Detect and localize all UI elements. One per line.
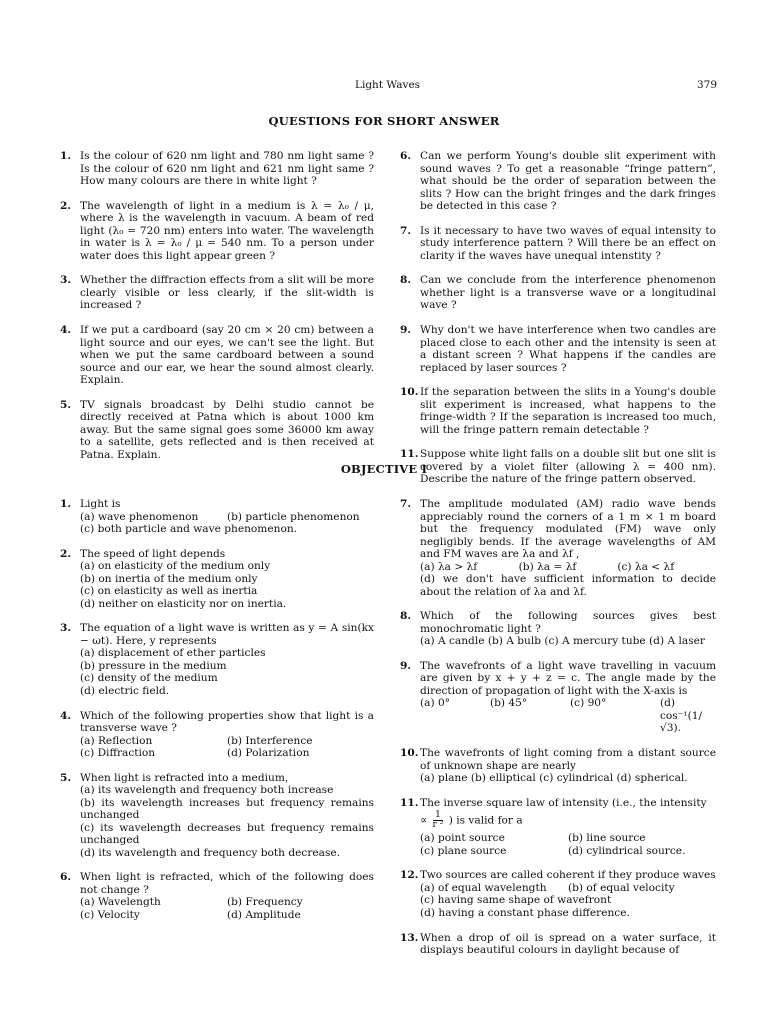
question-number: 3. xyxy=(60,274,72,287)
option: (c) density of the medium xyxy=(80,672,218,685)
question-item xyxy=(60,399,374,462)
option: (d) Polarization xyxy=(227,747,310,760)
question-item xyxy=(400,747,716,785)
question-item xyxy=(400,869,716,919)
option: (b) λa = λf xyxy=(518,560,577,573)
question-number: 3. xyxy=(60,622,72,635)
option: (d) neither on elasticity nor on inertia. xyxy=(80,597,287,610)
question-item xyxy=(60,871,374,921)
option: (d) having a constant phase difference. xyxy=(420,906,630,919)
question-item xyxy=(400,386,716,436)
option: (b) its wavelength increases but frequency remains unchanged xyxy=(80,796,374,822)
options xyxy=(420,832,716,857)
question-text: When a drop of oil is spread on a water surface, it displays beautiful colours in daylight because of xyxy=(420,931,716,957)
options xyxy=(80,896,374,921)
question-text: Which of the following sources gives best monochromatic light ? xyxy=(420,610,716,635)
options xyxy=(80,511,374,524)
question-number: 1. xyxy=(60,498,72,510)
question-text: Suppose white light falls on a double slit but one slit is covered by a violet filter (allowing λ = 400 nm). Describe the nature of the fringe pattern observed. xyxy=(420,448,716,486)
option: (d) cylindrical source. xyxy=(568,844,686,857)
question-number: 10. xyxy=(400,386,419,399)
question-number: 10. xyxy=(400,747,419,760)
option: (c) 90° xyxy=(570,697,607,710)
option: (b) 45° xyxy=(490,697,528,710)
question-text: Two sources are called coherent if they produce waves xyxy=(420,869,716,882)
question-item xyxy=(400,324,716,374)
proportional-symbol: ∝ xyxy=(420,814,428,827)
options xyxy=(80,735,374,760)
option: (b) on inertia of the medium only xyxy=(80,572,258,585)
option: (a) plane (b) elliptical (c) cylindrical (d) spherical. xyxy=(420,772,688,785)
question-number: 2. xyxy=(60,199,72,212)
question-number: 8. xyxy=(400,274,412,287)
inverse-square-fraction xyxy=(433,811,444,830)
question-text: When light is refracted into a medium, xyxy=(80,771,289,784)
option: (b) of equal velocity xyxy=(568,881,675,894)
option: (a) Reflection xyxy=(80,734,153,747)
question-text: TV signals broadcast by Delhi studio cannot be directly received at Patna which is about 1000 km away. But the same signal goes some 36000 km away to a satellite, gets reflected and is then received at Patna. Explain. xyxy=(80,398,374,461)
question-item xyxy=(400,274,716,312)
objective-right-column xyxy=(400,498,716,969)
question-item xyxy=(60,548,374,611)
option: (d) electric field. xyxy=(80,684,170,697)
option: (c) having same shape of wavefront xyxy=(420,894,612,907)
question-number: 2. xyxy=(60,547,72,560)
question-text: The wavefronts of light coming from a distant source of unknown shape are nearly xyxy=(420,747,716,772)
question-number: 13. xyxy=(400,931,419,944)
question-text: The wavelength of light in a medium is λ = λ₀ / μ, where λ is the wavelength in vacuum. A beam of red light (λ₀ = 720 nm) enters into water. The wavelength in water is λ = λ₀ / μ = 540 nm. To a person under water does this light appear green ? xyxy=(80,199,374,262)
fraction-denominator: r ² xyxy=(432,820,444,831)
option: (c) both particle and wave phenomenon. xyxy=(80,523,298,535)
question-number: 4. xyxy=(60,709,72,722)
short-answer-right-column xyxy=(400,150,716,498)
option: (b) Interference xyxy=(227,734,313,747)
option: (b) Frequency xyxy=(227,896,303,909)
question-item xyxy=(400,225,716,263)
question-number: 9. xyxy=(400,659,412,672)
question-text: Can we conclude from the interference phenomenon whether light is a transverse wave or a longitudinal wave ? xyxy=(420,274,716,312)
option: (c) plane source xyxy=(420,844,507,857)
question-item xyxy=(60,772,374,860)
option: (c) on elasticity as well as inertia xyxy=(80,585,258,598)
question-text: The speed of light depends xyxy=(80,547,226,560)
question-text: If we put a cardboard (say 20 cm × 20 cm) between a light source and our eyes, we can't see the light. But when we put the same cardboard between a sound source and our ear, we hear the sound almost clearly. Explain. xyxy=(80,324,374,387)
question-text: Can we perform Young's double slit experiment with sound waves ? To get a reasonable “fringe pattern”, what should be the order of separation between the slits ? How can the bright fringes and the dark fringes be detected in this case ? xyxy=(420,150,716,212)
question-number: 1. xyxy=(60,150,72,162)
option: (b) particle phenomenon xyxy=(227,510,360,523)
option: (a) displacement of ether particles xyxy=(80,647,266,660)
question-number: 4. xyxy=(60,324,72,337)
option: (d) we don't have sufficient information to decide about the relation of λa and λf. xyxy=(420,573,716,598)
question-text: Whether the diffraction effects from a slit will be more clearly visible or less clearly, if the slit-width is increased ? xyxy=(80,274,374,312)
chapter-title: Light Waves xyxy=(355,79,421,91)
short-answer-heading: QUESTIONS FOR SHORT ANSWER xyxy=(268,114,500,128)
question-text: Light is xyxy=(80,498,121,510)
question-number: 6. xyxy=(400,150,412,162)
question-text: The amplitude modulated (AM) radio wave bends appreciably round the corners of a 1 m × 1 m board but the frequency modulated (FM) wave only negligibly bends. If the average wavelengths of AM and FM waves are λa and λf , xyxy=(420,498,716,560)
question-text: Is the colour of 620 nm light and 780 nm light same ? Is the colour of 620 nm light and 621 nm light same ? How many colours are there in white light ? xyxy=(80,150,374,187)
fraction-numerator: 1 xyxy=(433,811,444,821)
page-number: 379 xyxy=(697,79,718,91)
question-text: If the separation between the slits in a Young's double slit experiment is increased, what happens to the fringe-width ? If the separation is increased too much, will the fringe pattern remain detectable ? xyxy=(420,386,716,436)
option: (d) cos⁻¹(1/√3). xyxy=(660,697,703,735)
question-item xyxy=(60,324,374,387)
question-text: Why don't we have interference when two candles are placed close to each other and the intensity is seen at a distant screen ? What happens if the candles are replaced by laser sources ? xyxy=(420,324,716,374)
question-text: Is it necessary to have two waves of equal intensity to study interference pattern ? Will there be an effect on clarity if the waves have unequal intenstity ? xyxy=(420,224,716,262)
option: (a) of equal wavelength xyxy=(420,881,547,894)
question-number: 11. xyxy=(400,448,419,461)
option: (a) 0° xyxy=(420,697,450,710)
option: (c) its wavelength decreases but frequency remains unchanged xyxy=(80,821,374,847)
question-number: 6. xyxy=(60,871,72,884)
option: (a) λa > λf xyxy=(420,560,478,573)
short-answer-left-column xyxy=(60,150,374,473)
question-number: 7. xyxy=(400,224,412,237)
question-number: 5. xyxy=(60,398,72,411)
question-number: 8. xyxy=(400,610,412,623)
question-item xyxy=(400,797,716,858)
objective-heading: OBJECTIVE I xyxy=(340,462,428,476)
options xyxy=(420,561,716,574)
question-item xyxy=(60,498,374,536)
question-text: When light is refracted, which of the following does not change ? xyxy=(80,871,374,896)
question-number: 11. xyxy=(400,796,419,809)
option: (a) wave phenomenon xyxy=(80,510,199,523)
question-item xyxy=(400,932,716,957)
question-item xyxy=(60,150,374,188)
question-number: 9. xyxy=(400,324,412,337)
option: (c) Velocity xyxy=(80,908,140,921)
question-number: 12. xyxy=(400,869,419,882)
option: (a) point source xyxy=(420,832,505,845)
option: (a) on elasticity of the medium only xyxy=(80,560,271,573)
question-number: 5. xyxy=(60,771,72,784)
question-item xyxy=(400,498,716,598)
option: (a) Wavelength xyxy=(80,896,161,909)
question-item xyxy=(60,622,374,697)
options xyxy=(420,697,716,735)
question-text: The inverse square law of intensity (i.e., the intensity xyxy=(420,796,707,809)
formula-line xyxy=(420,811,716,830)
question-text: The wavefronts of a light wave travelling in vacuum are given by x + y + z = c. The angle made by the direction of propagation of light with the X-axis is xyxy=(420,659,716,697)
question-text-cont: ) is valid for a xyxy=(448,814,523,827)
question-text: The equation of a light wave is written as y = A sin(kx − ωt). Here, y represents xyxy=(80,622,374,647)
question-item xyxy=(400,660,716,735)
question-item xyxy=(60,710,374,760)
question-item xyxy=(60,274,374,312)
option: (c) λa < λf xyxy=(617,560,675,573)
question-number: 7. xyxy=(400,498,412,510)
question-text: Which of the following properties show that light is a transverse wave ? xyxy=(80,709,374,735)
question-item xyxy=(60,200,374,263)
option: (d) Amplitude xyxy=(227,908,301,921)
options xyxy=(420,882,716,895)
objective-left-column xyxy=(60,498,374,934)
option: (d) its wavelength and frequency both decrease. xyxy=(80,846,341,859)
option: (c) Diffraction xyxy=(80,747,156,760)
option: (a) A candle (b) A bulb (c) A mercury tube (d) A laser xyxy=(420,635,705,648)
question-item xyxy=(400,610,716,648)
option: (b) line source xyxy=(568,832,646,845)
option: (b) pressure in the medium xyxy=(80,659,227,672)
question-item xyxy=(400,150,716,213)
option: (a) its wavelength and frequency both increase xyxy=(80,784,334,797)
